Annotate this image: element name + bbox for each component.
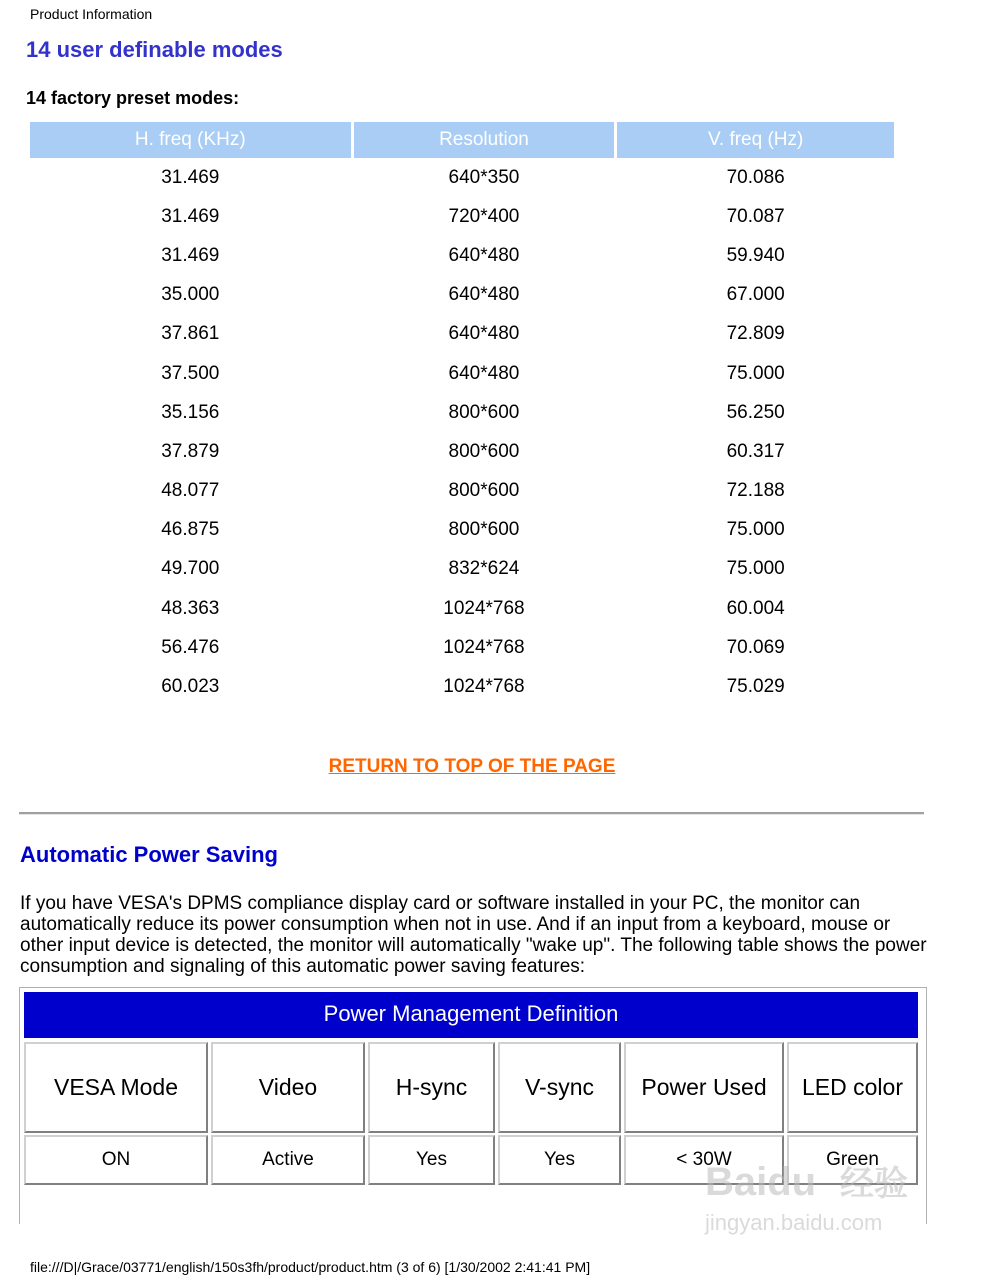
table-cell: 640*480	[448, 323, 520, 345]
table-row	[30, 472, 894, 511]
table-cell: 800*600	[448, 519, 520, 541]
table-cell: 640*350	[448, 166, 520, 188]
table-row	[30, 158, 894, 197]
table-cell: Active	[211, 1135, 365, 1185]
column-header-video: Video	[211, 1042, 365, 1133]
table-cell: 37.879	[161, 440, 220, 462]
table-cell: Yes	[368, 1135, 495, 1185]
watermark-brand: Baidu	[705, 1160, 817, 1204]
column-header-vfreq: V. freq (Hz)	[617, 122, 894, 158]
watermark-url: jingyan.baidu.com	[705, 1210, 883, 1235]
horizontal-divider	[19, 812, 924, 815]
print-footer-path: file:///D|/Grace/03771/english/150s3fh/product/product.htm (3 of 6) [1/30/2002 2:41:41 PM]	[30, 1259, 591, 1275]
preset-modes-table	[27, 122, 897, 707]
table-cell: 37.861	[161, 323, 220, 345]
table-row	[30, 393, 894, 432]
power-saving-description: If you have VESA's DPMS compliance display card or software installed in your PC, the monitor can automatically reduce its power consumption when not in use. And if an input from a keyboard, mouse or other input device is detected, the monitor will automatically "wake up". The following table shows the power consumption and signaling of this automatic power saving features:	[20, 893, 927, 977]
table-cell: Yes	[498, 1135, 621, 1185]
table-cell: 31.469	[161, 166, 220, 188]
power-management-table-title: Power Management Definition	[24, 992, 918, 1038]
table-cell: ON	[24, 1135, 208, 1185]
table-row	[30, 315, 894, 354]
table-row	[30, 276, 894, 315]
table-cell: 800*600	[448, 401, 520, 423]
table-cell: 70.087	[726, 205, 785, 227]
watermark-brand-cn: 经验	[840, 1165, 908, 1203]
column-header-power-used: Power Used	[624, 1042, 784, 1133]
table-cell: < 30W	[624, 1135, 784, 1185]
return-to-top-link[interactable]: RETURN TO TOP OF THE PAGE	[328, 756, 616, 777]
column-header-hfreq: H. freq (KHz)	[30, 122, 351, 158]
table-cell: Green	[787, 1135, 918, 1185]
table-cell: 75.029	[726, 676, 785, 698]
table-cell: 75.000	[726, 558, 785, 580]
table-cell: 1024*768	[443, 597, 525, 619]
table-row	[30, 667, 894, 706]
table-cell: 35.156	[161, 401, 220, 423]
table-header-row	[30, 122, 894, 158]
table-cell: 59.940	[726, 244, 785, 266]
table-cell: 1024*768	[443, 636, 525, 658]
table-cell: 72.809	[726, 323, 785, 345]
table-cell: 72.188	[726, 480, 785, 502]
table-cell: 31.469	[161, 205, 220, 227]
table-row	[30, 236, 894, 275]
table-row	[30, 550, 894, 589]
table-cell: 75.000	[726, 519, 785, 541]
table-cell: 640*480	[448, 244, 520, 266]
table-row	[30, 197, 894, 236]
table-cell: 640*480	[448, 362, 520, 384]
table-cell: 48.077	[161, 480, 220, 502]
table-cell: 56.250	[726, 401, 785, 423]
table-row	[30, 432, 894, 471]
factory-modes-subtitle: 14 factory preset modes:	[26, 88, 240, 108]
baidu-jingyan-watermark	[700, 1150, 930, 1240]
table-row	[30, 354, 894, 393]
table-cell: 67.000	[726, 284, 785, 306]
column-header-resolution: Resolution	[354, 122, 615, 158]
table-cell: 31.469	[161, 244, 220, 266]
table-cell: 48.363	[161, 597, 220, 619]
table-cell: 70.069	[726, 636, 785, 658]
table-cell: 60.023	[161, 676, 220, 698]
column-header-vesa-mode: VESA Mode	[24, 1042, 208, 1133]
table-cell: 37.500	[161, 362, 220, 384]
table-cell: 75.000	[726, 362, 785, 384]
print-header-title: Product Information	[30, 6, 153, 22]
table-row	[30, 511, 894, 550]
section-title-power-saving: Automatic Power Saving	[20, 842, 278, 867]
table-cell: 70.086	[726, 166, 785, 188]
column-header-vsync: V-sync	[498, 1042, 621, 1133]
table-cell: 46.875	[161, 519, 220, 541]
column-header-hsync: H-sync	[368, 1042, 495, 1133]
table-cell: 800*600	[448, 480, 520, 502]
table-row	[30, 628, 894, 667]
table-cell: 1024*768	[443, 676, 525, 698]
table-cell: 60.317	[726, 440, 785, 462]
table-cell: 832*624	[448, 558, 520, 580]
table-cell: 49.700	[161, 558, 220, 580]
table-cell: 56.476	[161, 636, 220, 658]
table-cell: 640*480	[448, 284, 520, 306]
section-title-user-modes: 14 user definable modes	[26, 37, 283, 62]
table-row	[30, 589, 894, 628]
table-cell: 60.004	[726, 597, 785, 619]
table-cell: 800*600	[448, 440, 520, 462]
column-header-led-color: LED color	[787, 1042, 918, 1133]
table-cell: 720*400	[448, 205, 520, 227]
table-cell: 35.000	[161, 284, 220, 306]
